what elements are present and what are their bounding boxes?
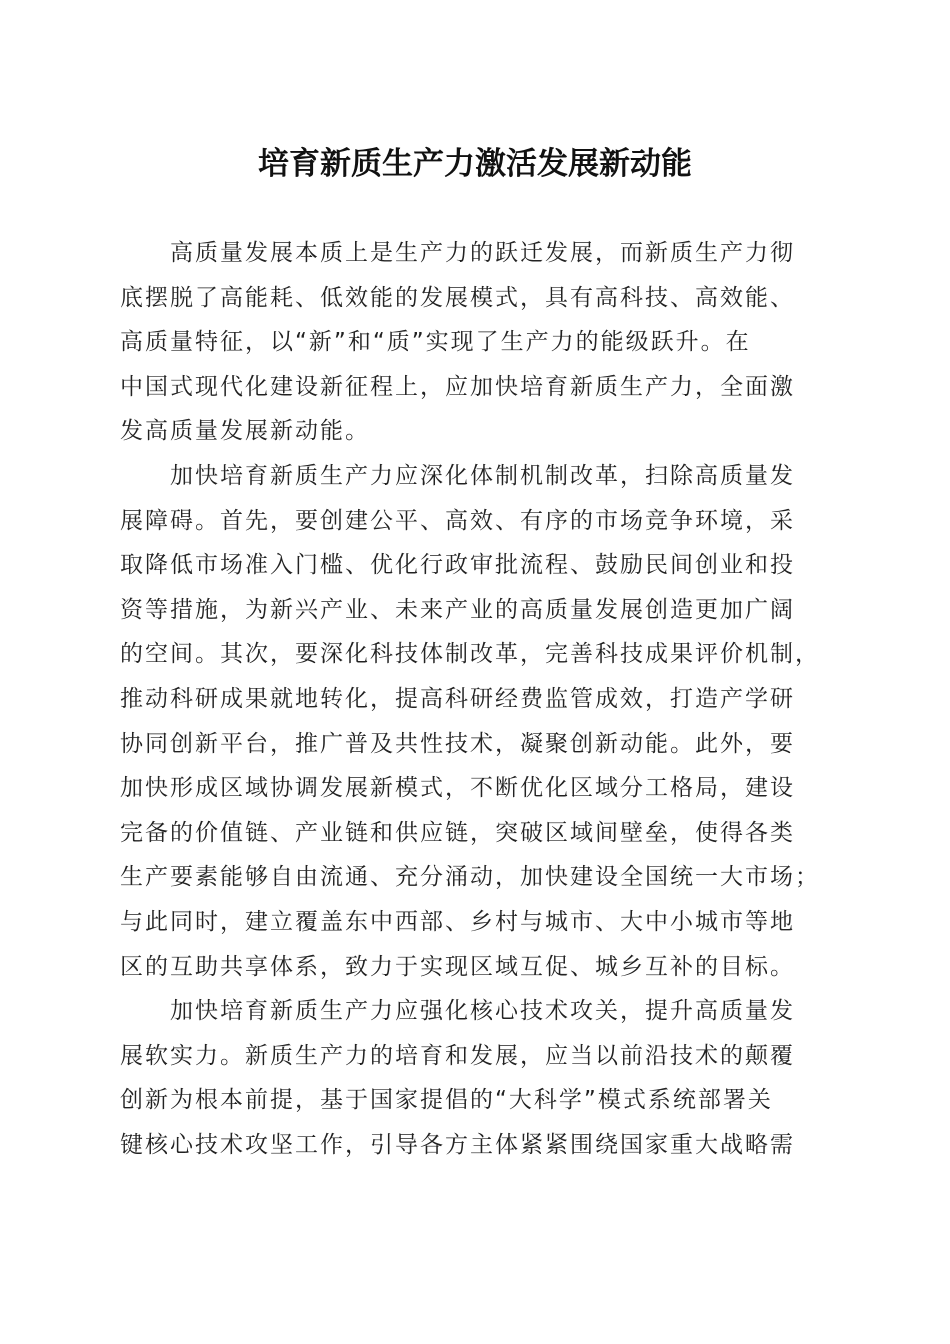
paragraph-line: 的空间。其次，要深化科技体制改革，完善科技成果评价机制， [120,641,820,668]
paragraph [120,231,830,454]
paragraph [120,989,830,1167]
paragraph-line: 创新为根本前提，基于国家提倡的“大科学”模式系统部署关 [120,1087,773,1114]
document-title: 培育新质生产力激活发展新动能 [258,146,692,182]
paragraph-line: 高质量发展本质上是生产力的跃迁发展，而新质生产力彻 [170,240,795,266]
paragraph-line: 加快培育新质生产力应强化核心技术攻关，提升高质量发 [170,998,795,1025]
paragraph-line: 取降低市场准入门槛、优化行政审批流程、鼓励民间创业和投 [120,552,795,579]
paragraph-line: 与此同时，建立覆盖东中西部、乡村与城市、大中小城市等地 [120,908,795,935]
paragraph-line: 底摆脱了高能耗、低效能的发展模式，具有高科技、高效能、 [120,284,795,311]
paragraph-line: 发高质量发展新动能。 [120,418,370,445]
paragraph-line: 资等措施，为新兴产业、未来产业的高质量发展创造更加广阔 [120,596,795,623]
paragraph-line: 中国式现代化建设新征程上，应加快培育新质生产力，全面激 [120,373,795,400]
paragraph-line: 协同创新平台，推广普及共性技术，凝聚创新动能。此外，要 [120,730,795,757]
paragraph-line: 推动科研成果就地转化，提高科研经费监管成效，打造产学研 [120,685,795,712]
paragraph-line: 高质量特征，以“新”和“质”实现了生产力的能级跃升。在 [120,329,751,356]
paragraph [120,454,830,989]
document-body [120,231,830,1167]
paragraph-line: 区的互助共享体系，致力于实现区域互促、城乡互补的目标。 [120,953,795,980]
paragraph-line: 展障碍。首先，要创建公平、高效、有序的市场竞争环境，采 [120,507,795,534]
paragraph-line: 完备的价值链、产业链和供应链，突破区域间壁垒，使得各类 [120,819,795,846]
paragraph-line: 加快培育新质生产力应深化体制机制改革，扫除高质量发 [170,462,795,489]
paragraph-line: 展软实力。新质生产力的培育和发展，应当以前沿技术的颠覆 [120,1042,795,1069]
paragraph-line: 加快形成区域协调发展新模式，不断优化区域分工格局，建设 [120,775,795,802]
paragraph-line: 生产要素能够自由流通、充分涌动，加快建设全国统一大市场； [120,864,820,891]
paragraph-line: 键核心技术攻坚工作，引导各方主体紧紧围绕国家重大战略需 [120,1131,795,1158]
